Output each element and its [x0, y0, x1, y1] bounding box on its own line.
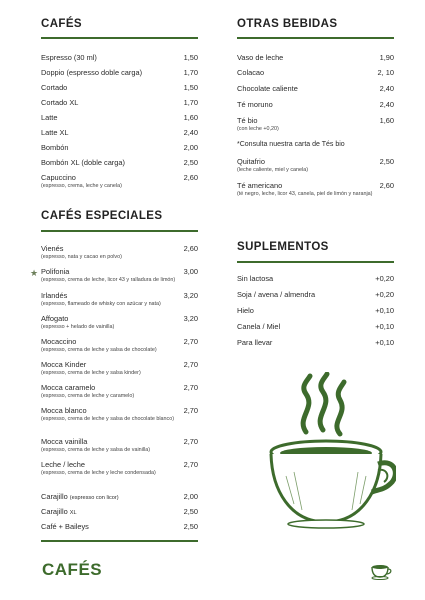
- menu-item: Mocca Kinder 2,70 (espresso, crema de leche y salsa kinder): [41, 360, 198, 376]
- menu-item: Mocca caramelo 2,70 (espresso, crema de leche y caramelo): [41, 383, 198, 399]
- menu-item: Doppio (espresso doble carga) 1,70: [41, 68, 198, 77]
- menu-item: Cortado XL 1,70: [41, 98, 198, 107]
- menu-item: Bombón 2,00: [41, 143, 198, 152]
- menu-item: Para llevar +0,10: [237, 338, 394, 347]
- menu-item: Chocolate caliente 2,40: [237, 84, 394, 93]
- menu-item: Capuccino 2,60 (espresso, crema, leche y canela): [41, 173, 198, 189]
- menu-item: Affogato 3,20 (espresso + helado de vainilla): [41, 314, 198, 330]
- coffee-cup-icon: [268, 372, 396, 532]
- menu-item: Vienés 2,60 (espresso, nata y cacao en polvo): [41, 244, 198, 260]
- section-divider: [41, 540, 198, 542]
- menu-item: Carajillo (espresso con licor) 2,00: [41, 492, 198, 501]
- menu-item: Sin lactosa +0,20: [237, 274, 394, 283]
- section-title-cafes: CAFÉS: [41, 18, 82, 30]
- menu-item: Cortado 1,50: [41, 83, 198, 92]
- menu-item: Quitafrio 2,50 (leche caliente, miel y canela): [237, 157, 394, 173]
- section-title-especiales: CAFÉS ESPECIALES: [41, 210, 163, 222]
- menu-item: Té moruno 2,40: [237, 100, 394, 109]
- section-title-otras-bebidas: OTRAS BEBIDAS: [237, 18, 338, 30]
- menu-item: Soja / avena / almendra +0,20: [237, 290, 394, 299]
- menu-item: Carajillo XL 2,50: [41, 507, 198, 516]
- menu-item: Té americano 2,60 (té negro, leche, licor 43, canela, piel de limón y naranja): [237, 181, 394, 197]
- menu-item: Café + Baileys 2,50: [41, 522, 198, 531]
- section-divider: [41, 230, 198, 232]
- menu-item: Polifonia 3,00 (espresso, crema de leche, licor 43 y ralladura de limón): [41, 267, 198, 283]
- section-divider: [237, 37, 394, 39]
- menu-item: Colacao 2, 10: [237, 68, 394, 77]
- menu-item: Leche / leche 2,70 (espresso, crema de leche y leche condensada): [41, 460, 198, 476]
- menu-item: Espresso (30 ml) 1,50: [41, 53, 198, 62]
- coffee-cup-icon: [370, 561, 392, 581]
- star-icon: ★: [30, 268, 39, 278]
- menu-item: Canela / Miel +0,10: [237, 322, 394, 331]
- menu-item: Mocca vainilla 2,70 (espresso, crema de leche y salsa de vainilla): [41, 437, 198, 453]
- section-divider: [237, 261, 394, 263]
- menu-item: Vaso de leche 1,90: [237, 53, 394, 62]
- section-title-suplementos: SUPLEMENTOS: [237, 241, 329, 253]
- menu-item: Mocaccino 2,70 (espresso, crema de leche y salsa de chocolate): [41, 337, 198, 353]
- menu-item: Irlandés 3,20 (espresso, flameado de whisky con azúcar y nata): [41, 291, 198, 307]
- menu-item: Bombón XL (doble carga) 2,50: [41, 158, 198, 167]
- menu-item: Té bio 1,60 (con leche +0,20): [237, 116, 394, 132]
- note-text: *Consulta nuestra carta de Tés bio: [237, 141, 345, 148]
- section-divider: [41, 37, 198, 39]
- menu-item: Latte 1,60: [41, 113, 198, 122]
- footer-title: CAFÉS: [42, 560, 103, 579]
- menu-item: Mocca blanco 2,70 (espresso, crema de leche y salsa de chocolate blanco): [41, 406, 198, 422]
- menu-item: Latte XL 2,40: [41, 128, 198, 137]
- menu-item: Hielo +0,10: [237, 306, 394, 315]
